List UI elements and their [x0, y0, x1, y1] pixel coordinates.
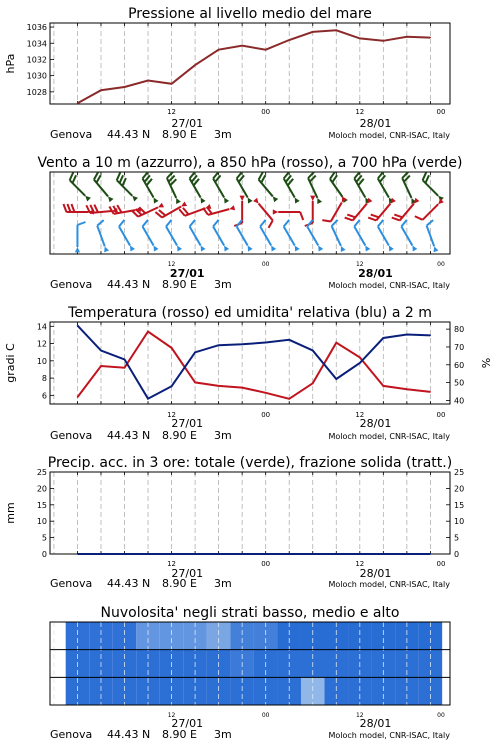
hour-tick-label: 12: [167, 712, 176, 719]
station-alt: 3m: [214, 728, 232, 741]
data-point: [242, 45, 243, 46]
data-point: [312, 31, 313, 32]
wind-barb-feather: [425, 175, 429, 183]
data-point: [336, 342, 337, 343]
wind-barb-feather: [347, 215, 355, 218]
hour-tick-label: 12: [355, 261, 364, 268]
wind-barb-head: [85, 196, 91, 202]
data-point: [383, 553, 384, 554]
data-point: [218, 385, 219, 386]
data-point: [336, 30, 337, 31]
y-tick-label-right: 0: [454, 550, 460, 559]
date-label: 28/01: [359, 567, 392, 580]
wind-barb-head: [75, 247, 80, 252]
station-alt: 3m: [214, 577, 232, 590]
data-point: [124, 553, 125, 554]
wind-barb-feather: [117, 205, 121, 212]
wind-barb-head: [317, 198, 322, 204]
data-point: [171, 386, 172, 387]
hour-tick-label: 00: [436, 560, 446, 568]
hour-tick-label: 00: [437, 261, 445, 268]
y-tick-label-right: 60: [454, 360, 465, 370]
y-tick-label: 1032: [26, 55, 47, 65]
data-point: [406, 389, 407, 390]
data-point: [218, 345, 219, 346]
data-point: [171, 347, 172, 348]
y-tick-label: 0: [41, 550, 47, 559]
wind-barb-feather: [260, 220, 265, 227]
wind-barb-head: [253, 198, 258, 204]
station-name: Genova: [50, 577, 93, 590]
data-point: [406, 334, 407, 335]
station-lon: 8.90 E: [162, 728, 197, 741]
hour-tick-label: 00: [261, 560, 271, 568]
data-point: [194, 382, 195, 383]
wind-barb-head: [158, 203, 164, 208]
y-tick-label: 1036: [26, 23, 47, 33]
wind-barb-head: [154, 246, 159, 252]
data-point: [289, 39, 290, 40]
hour-tick-label: 00: [261, 411, 271, 419]
station-lon: 8.90 E: [162, 128, 197, 141]
hour-tick-label: 12: [167, 108, 177, 116]
y-tick-label: 1034: [26, 39, 47, 49]
data-point: [218, 49, 219, 50]
wind-barb-head: [181, 202, 187, 207]
station-alt: 3m: [214, 278, 232, 291]
y-tick-label-right: 10: [454, 517, 465, 527]
data-point: [218, 553, 219, 554]
wind-barb-feather: [401, 220, 406, 227]
wind-barb-head: [310, 196, 315, 201]
data-point: [430, 37, 431, 38]
wind-barb-head: [177, 246, 182, 252]
y-tick-label: 6: [41, 391, 47, 401]
y-tick-label: 15: [36, 500, 47, 510]
data-point: [147, 80, 148, 81]
wind-barb-feather: [63, 204, 66, 212]
wind-barb-feather: [143, 220, 148, 227]
wind-barb-feather: [368, 218, 376, 221]
data-point: [406, 553, 407, 554]
data-point: [124, 367, 125, 368]
panel-title: Nuvolosita' negli strati basso, medio e alto: [100, 605, 400, 621]
precipitation-plot-area: [50, 472, 450, 554]
wind-barb-feather: [117, 172, 121, 180]
wind-barb-feather: [261, 175, 265, 182]
wind-barb-head: [201, 246, 206, 252]
wind-barb-feather: [371, 215, 379, 218]
pressure-line: [78, 30, 431, 103]
panel-title: Pressione al livello medio del mare: [128, 6, 372, 22]
y-tick-label: 5: [41, 533, 47, 543]
y-axis-label: hPa: [4, 53, 17, 74]
y-axis-label: gradi C: [4, 343, 17, 383]
data-point: [100, 365, 101, 366]
data-point: [194, 65, 195, 66]
station-lon: 8.90 E: [162, 278, 197, 291]
wind-barb-feather: [71, 204, 74, 212]
station-lon: 8.90 E: [162, 429, 197, 442]
station-lat: 44.43 N: [107, 429, 151, 442]
wind-barb-feather: [97, 220, 103, 226]
hour-tick-label: 00: [261, 712, 270, 719]
date-label: 28/01: [359, 417, 392, 430]
wind-barb-head: [434, 246, 439, 252]
hour-tick-label: 12: [355, 560, 365, 568]
data-point: [336, 553, 337, 554]
data-point: [383, 385, 384, 386]
model-credit: Moloch model, CNR-ISAC, Italy: [328, 131, 450, 140]
hour-tick-label: 12: [355, 108, 365, 116]
wind-barb-head: [248, 198, 253, 204]
date-label: 28/01: [359, 717, 392, 730]
data-point: [383, 337, 384, 338]
data-point: [265, 49, 266, 50]
wind-barb-head: [341, 246, 346, 252]
wind-barb-feather: [67, 204, 70, 212]
pressure-plot-area: [50, 23, 450, 104]
y-tick-label: 12: [36, 339, 47, 349]
station-alt: 3m: [214, 429, 232, 442]
data-point: [77, 553, 78, 554]
wind-barb-feather: [423, 172, 427, 180]
date-label: 27/01: [171, 717, 204, 730]
wind-barb-feather: [269, 220, 273, 227]
data-point: [430, 553, 431, 554]
data-point: [312, 383, 313, 384]
y-tick-label-right: 50: [454, 378, 465, 388]
wind-barb-feather: [378, 220, 383, 227]
y-tick-label: 14: [36, 322, 47, 332]
hour-tick-label: 12: [355, 712, 364, 719]
station-lat: 44.43 N: [107, 128, 151, 141]
wind-barb-feather: [70, 172, 74, 180]
hour-tick-label: 00: [261, 108, 271, 116]
wind-barb-feather: [415, 216, 423, 220]
wind-barb-head: [248, 246, 253, 252]
station-lon: 8.90 E: [162, 577, 197, 590]
data-point: [77, 325, 78, 326]
hour-tick-label: 00: [261, 261, 270, 268]
data-point: [312, 350, 313, 351]
hour-tick-label: 00: [436, 411, 446, 419]
data-point: [77, 103, 78, 104]
wind-barb-head: [154, 198, 159, 204]
data-point: [359, 357, 360, 358]
wind-barb-head: [224, 198, 229, 204]
date-label: 27/01: [171, 567, 204, 580]
wind-barb-head: [130, 246, 135, 252]
y-tick-label-right: 5: [454, 533, 460, 543]
wind-barb-feather: [190, 220, 195, 227]
hour-tick-label: 12: [167, 560, 177, 568]
data-point: [289, 553, 290, 554]
data-point: [242, 553, 243, 554]
y-tick-label-right: 80: [454, 325, 465, 335]
temperature-plot-area: [50, 322, 450, 404]
wind-barb-head: [132, 196, 138, 202]
wind-barb-head: [367, 198, 372, 204]
wind-barb-head: [176, 198, 181, 204]
data-point: [147, 553, 148, 554]
hour-tick-label: 00: [436, 108, 446, 116]
model-credit: Moloch model, CNR-ISAC, Italy: [328, 432, 450, 441]
y-tick-label-right: 40: [454, 396, 465, 406]
wind-barb-head: [229, 205, 235, 210]
data-point: [359, 38, 360, 39]
wind-barb-head: [295, 246, 300, 252]
data-point: [124, 359, 125, 360]
wind-barb-feather: [354, 220, 359, 227]
station-lat: 44.43 N: [107, 577, 151, 590]
station-lat: 44.43 N: [107, 728, 151, 741]
station-name: Genova: [50, 728, 93, 741]
y-tick-label: 1028: [26, 87, 47, 97]
wind-barb-feather: [259, 172, 263, 179]
data-point: [242, 387, 243, 388]
wind-barb-feather: [322, 220, 330, 221]
wind-barb-feather: [427, 220, 433, 226]
data-point: [312, 553, 313, 554]
wind-barb-head: [390, 198, 395, 204]
data-point: [147, 398, 148, 399]
data-point: [359, 553, 360, 554]
wind-barb-head: [414, 198, 419, 204]
data-point: [100, 350, 101, 351]
wind-barb-feather: [96, 175, 100, 182]
wind-barb-head: [240, 196, 245, 201]
date-label: 28/01: [358, 267, 393, 280]
data-point: [147, 331, 148, 332]
wind-barb-feather: [392, 218, 400, 221]
data-point: [100, 90, 101, 91]
hour-tick-label: 12: [167, 261, 176, 268]
data-point: [265, 392, 266, 393]
wind-barb-feather: [394, 215, 402, 218]
y-axis-label: mm: [4, 502, 17, 524]
data-point: [430, 335, 431, 336]
wind-barb-head: [104, 246, 109, 252]
data-point: [100, 553, 101, 554]
y-tick-label: 1030: [26, 71, 47, 81]
wind-barb-feather: [166, 220, 171, 227]
y-tick-label: 20: [36, 484, 47, 494]
wind-barb-feather: [300, 212, 303, 220]
wind-barb-head: [412, 246, 417, 252]
hour-tick-label: 12: [355, 411, 365, 419]
panel-title: Temperatura (rosso) ed umidita' relativa (blu) a 2 m: [68, 305, 432, 321]
wind-barb-feather: [284, 220, 289, 227]
panel-title: Vento a 10 m (azzurro), a 850 hPa (rosso), a 700 hPa (verde): [37, 155, 463, 171]
wind-barb-head: [389, 246, 394, 252]
y-tick-label-right: 20: [454, 484, 465, 494]
wind-barb-feather: [345, 218, 353, 221]
data-point: [383, 40, 384, 41]
data-point: [77, 396, 78, 397]
station-lat: 44.43 N: [107, 278, 151, 291]
temperature-line: [78, 332, 431, 399]
data-point: [194, 352, 195, 353]
wind-barb-feather: [119, 220, 124, 227]
station-name: Genova: [50, 278, 93, 291]
wind-plot-area: [50, 172, 450, 254]
date-label: 27/01: [171, 417, 204, 430]
wind-barb-feather: [120, 175, 124, 183]
wind-barb-head: [224, 246, 229, 252]
wind-barb-head: [271, 246, 276, 252]
wind-barb-feather: [73, 175, 77, 183]
y-tick-label-right: 25: [454, 468, 465, 477]
wind-barb-head: [273, 209, 278, 214]
wind-barb-head: [318, 246, 323, 252]
wind-barb-feather: [332, 220, 338, 226]
y-tick-label: 25: [36, 468, 47, 477]
data-point: [124, 86, 125, 87]
hour-tick-label: 12: [167, 411, 177, 419]
data-point: [289, 339, 290, 340]
wind-barb-head: [295, 198, 300, 204]
date-label: 27/01: [171, 117, 204, 130]
wind-barb-head: [365, 246, 370, 252]
date-label: 27/01: [169, 267, 205, 280]
data-point: [265, 342, 266, 343]
y-tick-label-right: 70: [454, 342, 465, 352]
data-point: [171, 553, 172, 554]
data-point: [265, 553, 266, 554]
data-point: [171, 83, 172, 84]
wind-barb-head: [108, 196, 113, 202]
model-credit: Moloch model, CNR-ISAC, Italy: [328, 281, 450, 290]
wind-barb-head: [201, 198, 206, 204]
data-point: [430, 391, 431, 392]
y-tick-label-right: 15: [454, 500, 465, 510]
humidity-line: [78, 326, 431, 399]
panel-title: Precip. acc. in 3 ore: totale (verde), frazione solida (tratt.): [47, 455, 453, 471]
data-point: [289, 398, 290, 399]
wind-barb-feather: [94, 172, 98, 179]
wind-barb-feather: [213, 220, 218, 227]
data-point: [359, 362, 360, 363]
y-tick-label: 8: [41, 374, 47, 384]
hour-tick-label: 00: [437, 712, 445, 719]
y-tick-label: 10: [36, 517, 47, 527]
date-label: 28/01: [359, 117, 392, 130]
data-point: [242, 344, 243, 345]
station-name: Genova: [50, 128, 93, 141]
y-tick-label: 10: [36, 356, 47, 366]
data-point: [336, 378, 337, 379]
station-alt: 3m: [214, 128, 232, 141]
model-credit: Moloch model, CNR-ISAC, Italy: [328, 580, 450, 589]
wind-barb-feather: [77, 222, 85, 225]
wind-barb-head: [273, 196, 278, 202]
data-point: [194, 553, 195, 554]
model-credit: Moloch model, CNR-ISAC, Italy: [328, 731, 450, 740]
wind-barb-feather: [94, 205, 98, 213]
y-axis-label: %: [480, 357, 493, 369]
station-name: Genova: [50, 429, 93, 442]
data-point: [406, 36, 407, 37]
